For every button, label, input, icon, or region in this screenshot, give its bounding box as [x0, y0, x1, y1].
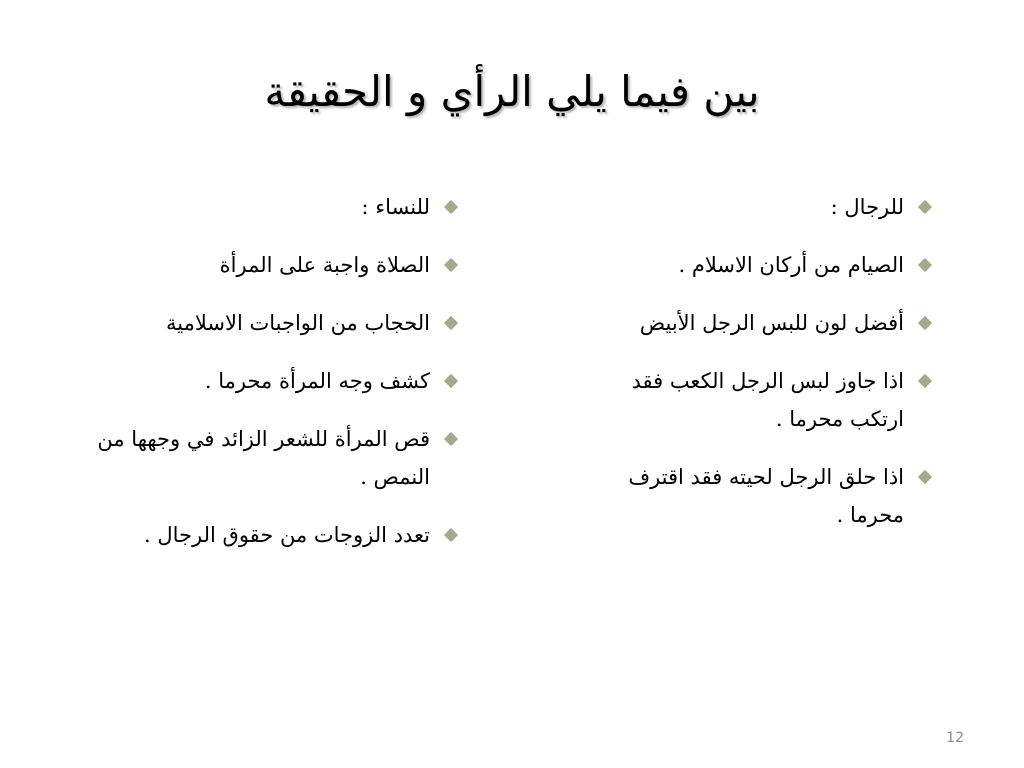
list-item [572, 188, 932, 226]
list-item-text: اذا حلق الرجل لحيته فقد اقترف محرما . [628, 465, 904, 527]
list-item-text: للنساء : [361, 195, 430, 219]
list-item-text: قص المرأة للشعر الزائد في وجهها من النمص . [97, 427, 430, 489]
diamond-bullet-icon [444, 316, 458, 330]
diamond-bullet-icon [444, 200, 458, 214]
list-item [572, 458, 932, 534]
diamond-bullet-icon [918, 470, 932, 484]
diamond-bullet-icon [444, 258, 458, 272]
diamond-bullet-icon [444, 374, 458, 388]
list-item-text: اذا جاوز لبس الرجل الكعب فقد ارتكب محرما . [631, 369, 904, 431]
diamond-bullet-icon [444, 432, 458, 446]
page-number: 12 [946, 730, 964, 746]
list-item-text: تعدد الزوجات من حقوق الرجال . [144, 523, 430, 547]
diamond-bullet-icon [918, 200, 932, 214]
slide-title: بين فيما يلي الرأي و الحقيقة [264, 67, 760, 116]
men-column [572, 188, 932, 554]
list-item-text: كشف وجه المرأة محرما . [204, 369, 430, 393]
list-item [68, 516, 458, 554]
diamond-bullet-icon [444, 528, 458, 542]
list-item [68, 246, 458, 284]
list-item-text: الحجاب من الواجبات الاسلامية [166, 311, 430, 335]
list-item-text: الصلاة واجبة على المرأة [219, 253, 430, 277]
list-item-text: أفضل لون للبس الرجل الأبيض [639, 311, 904, 335]
list-item [572, 362, 932, 438]
diamond-bullet-icon [918, 258, 932, 272]
list-item [68, 304, 458, 342]
list-item [68, 362, 458, 400]
list-item [572, 246, 932, 284]
list-item [68, 420, 458, 496]
list-item-text: للرجال : [830, 195, 904, 219]
list-item-text: الصيام من أركان الاسلام . [678, 253, 904, 277]
list-item [68, 188, 458, 226]
list-item [572, 304, 932, 342]
women-column [68, 188, 458, 574]
diamond-bullet-icon [918, 316, 932, 330]
diamond-bullet-icon [918, 374, 932, 388]
